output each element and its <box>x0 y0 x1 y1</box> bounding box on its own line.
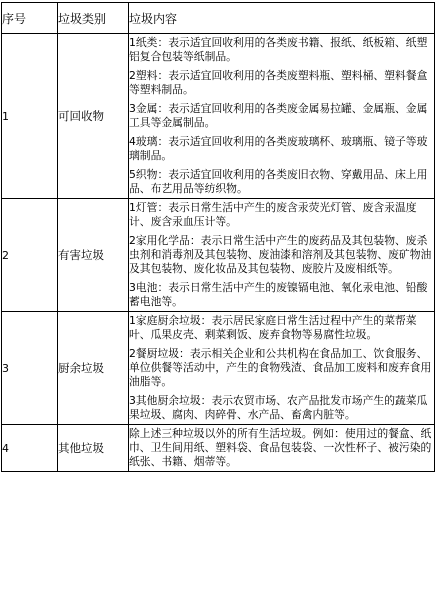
row-category: 有害垃圾 <box>58 199 129 312</box>
row-content <box>129 425 435 472</box>
content-item: 2家用化学品：表示日常生活中产生的废药品及其包装物、废杀虫剂和消毒剂及其包装物、废油漆和溶剂及其包装物、废矿物油及其包装物、废化妆品及其包装物、废胶片及废相纸等。 <box>129 234 432 275</box>
row-content <box>129 312 435 425</box>
waste-classification-table <box>1 2 435 472</box>
header-seq: 序号 <box>2 3 58 34</box>
content-item: 3电池：表示日常生活中产生的废镍镉电池、氧化汞电池、铅酸蓄电池等。 <box>129 281 428 308</box>
content-item: 3其他厨余垃圾：表示农贸市场、农产品批发市场产生的蔬菜瓜果垃圾、腐肉、肉碎骨、水产品、畜禽内脏等。 <box>129 394 428 421</box>
row-seq: 4 <box>2 425 58 472</box>
row-content <box>129 199 435 312</box>
content-item: 2塑料：表示适宜回收利用的各类废塑料瓶、塑料桶、塑料餐盒等塑料制品。 <box>129 69 428 96</box>
row-category: 厨余垃圾 <box>58 312 129 425</box>
content-item: 1灯管：表示日常生活中产生的废含汞荧光灯管、废含汞温度计、废含汞血压计等。 <box>129 201 417 228</box>
content-item: 除上述三种垃圾以外的所有生活垃圾。例如：使用过的餐盒、纸巾、卫生间用纸、塑料袋、食品包装袋、一次性杯子、被污染的纸张、书籍、烟蒂等。 <box>129 427 432 468</box>
content-item: 1纸类：表示适宜回收利用的各类废书籍、报纸、纸板箱、纸塑铝复合包装等纸制品。 <box>129 36 428 63</box>
content-item: 2餐厨垃圾：表示相关企业和公共机构在食品加工、饮食服务、单位供餐等活动中，产生的食物残渣、食品加工废料和废弃食用油脂等。 <box>129 347 432 388</box>
row-seq: 2 <box>2 199 58 312</box>
row-category: 可回收物 <box>58 34 129 199</box>
content-item: 5织物：表示适宜回收利用的各类废旧衣物、穿戴用品、床上用品、布艺用品等纺织物。 <box>129 168 428 195</box>
row-content <box>129 34 435 199</box>
header-category: 垃圾类别 <box>58 3 129 34</box>
row-category: 其他垃圾 <box>58 425 129 472</box>
table-row <box>2 425 435 472</box>
table-row <box>2 199 435 312</box>
table-row <box>2 312 435 425</box>
header-row <box>2 3 435 34</box>
content-item: 1家庭厨余垃圾：表示居民家庭日常生活过程中产生的菜帮菜叶、瓜果皮壳、剩菜剩饭、废弃食物等易腐性垃圾。 <box>129 314 417 341</box>
header-content: 垃圾内容 <box>129 3 435 34</box>
row-seq: 3 <box>2 312 58 425</box>
table-row <box>2 34 435 199</box>
content-item: 4玻璃：表示适宜回收利用的各类废玻璃杯、玻璃瓶、镜子等玻璃制品。 <box>129 135 428 162</box>
content-item: 3金属：表示适宜回收利用的各类废金属易拉罐、金属瓶、金属工具等金属制品。 <box>129 102 428 129</box>
row-seq: 1 <box>2 34 58 199</box>
